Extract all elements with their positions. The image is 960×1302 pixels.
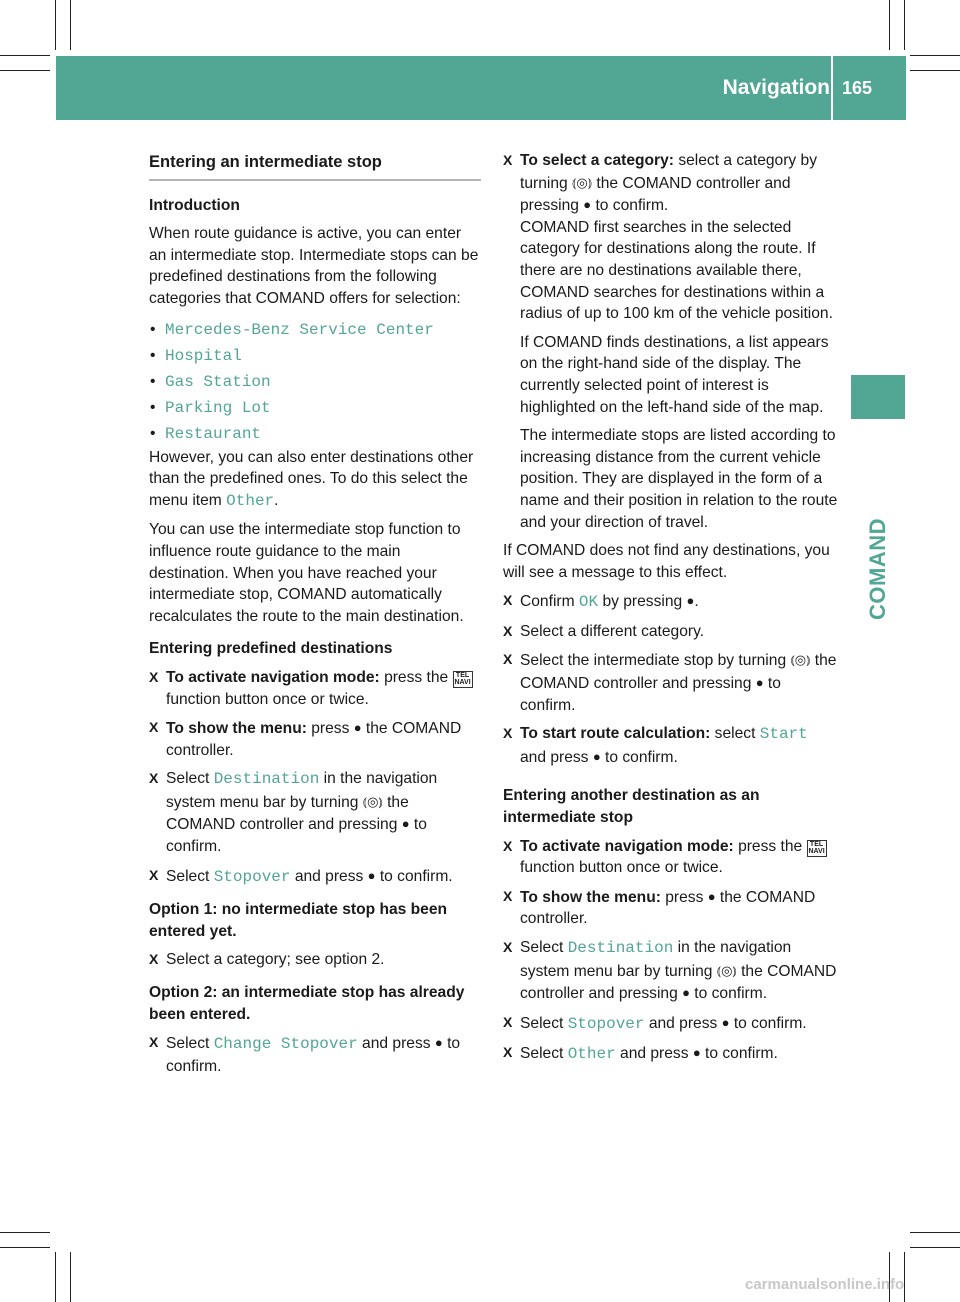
press-icon: ● [686, 593, 695, 609]
step-note: If COMAND finds destinations, a list appears on the right-hand side of the display. The currently selected point of interest is highlighted on the left-hand side of the map. [520, 333, 829, 416]
menu-item-text: Other [226, 491, 275, 510]
menu-item-text: OK [578, 593, 599, 612]
press-icon: ● [592, 748, 601, 764]
option2-heading: Option 2: an intermediate stop has already been entered. [149, 984, 465, 1023]
step-item: X To show the menu: press ● the COMAND controller. [149, 719, 462, 759]
list-item [149, 395, 481, 421]
step-note: COMAND first searches in the selected category for destinations along the route. If there are no destinations available there, COMAND searches for destinations within a radius of up to 100 km of the vehicle position. [520, 218, 833, 323]
arrow-icon: X [503, 1044, 513, 1061]
list-item [149, 421, 481, 447]
predef-heading: Entering predefined destinations [149, 640, 393, 658]
step-item: X To activate navigation mode: press the TEL NAVI function button once or twice. [503, 837, 825, 877]
arrow-icon: X [503, 837, 513, 854]
crop-mark [55, 1252, 56, 1302]
arrow-icon: X [503, 725, 513, 742]
intro-text: When route guidance is active, you can enter an intermediate stop. Intermediate stops can be predefined destinations from the following categories that COMAND offers for selection: [149, 225, 479, 307]
press-icon: ● [367, 867, 376, 883]
menu-item-text: Change Stopover [213, 1035, 358, 1054]
crop-mark [910, 1247, 960, 1248]
header-divider [831, 56, 833, 120]
step-item: X Select a different category. [503, 621, 838, 643]
step-item: X To activate navigation mode: press the TEL NAVI function button once or twice. [149, 668, 471, 708]
crop-mark [70, 0, 71, 50]
notfound-paragraph: If COMAND does not find any destinations, you will see a message to this effect. [503, 542, 830, 581]
arrow-icon: X [149, 1034, 159, 1051]
menu-item-text: Gas Station [165, 372, 271, 391]
bullet-icon: • [150, 372, 156, 390]
left-column [149, 150, 481, 1077]
press-icon: ● [721, 1014, 730, 1030]
side-tab-marker [851, 375, 905, 419]
arrow-icon: X [149, 719, 159, 736]
arrow-icon: X [503, 651, 513, 668]
press-icon: ● [353, 720, 362, 736]
category-list [149, 317, 481, 447]
menu-item-text: Stopover [567, 1014, 645, 1033]
section-title: Entering an intermediate stop [149, 152, 481, 181]
bullet-icon: • [150, 346, 156, 364]
crop-mark [0, 70, 50, 71]
menu-item-text: Start [759, 725, 808, 744]
side-tab-label: COMAND [865, 518, 890, 620]
option1-heading: Option 1: no intermediate stop has been entered yet. [149, 901, 448, 940]
crop-mark [0, 1247, 50, 1248]
another-heading: Entering another destination as an intermediate stop [503, 787, 760, 827]
menu-item-text: Stopover [213, 867, 291, 886]
header-title: Navigation [722, 76, 830, 99]
arrow-icon: X [149, 770, 159, 787]
tel-navi-icon: TEL NAVI [808, 840, 825, 855]
intro-heading: Introduction [149, 196, 240, 214]
crop-mark [55, 0, 56, 50]
press-icon: ● [692, 1045, 701, 1061]
step-note: The intermediate stops are listed according to increasing distance from the current vehicle position. They are displayed in the form of a name and their position in relation to the route and your direction of travel. [520, 427, 838, 531]
crop-mark [910, 70, 960, 71]
menu-item-text: Parking Lot [165, 398, 271, 417]
press-icon: ● [682, 985, 690, 1001]
arrow-icon: X [503, 939, 513, 955]
step-item: X Select a category; see option 2. [149, 949, 481, 971]
controller-turn-icon: ⦅◎⦆ [572, 174, 593, 190]
arrow-icon: X [503, 592, 513, 609]
crop-mark [910, 1232, 960, 1233]
crop-mark [904, 0, 905, 50]
controller-turn-icon: ⦅◎⦆ [790, 652, 811, 668]
side-tab [851, 430, 905, 620]
step-item: X Select Change Stopover and press ● to confirm. [149, 1034, 461, 1075]
arrow-icon: X [503, 887, 513, 904]
controller-turn-icon: ⦅◎⦆ [362, 793, 383, 809]
press-icon: ● [755, 675, 764, 691]
crop-mark [910, 55, 960, 56]
step-item: X To show the menu: press ● the COMAND controller. [503, 887, 816, 928]
list-item [149, 343, 481, 369]
crop-mark [0, 55, 50, 56]
step-item: X To select a category: select a category by turning ⦅◎⦆ the COMAND controller and pressing ● to confirm. [503, 152, 818, 215]
press-icon: ● [434, 1035, 443, 1051]
bullet-icon: • [150, 424, 156, 442]
right-column [503, 150, 838, 1066]
other-paragraph: However, you can also enter destinations other than the predefined ones. To do this select the menu item Other. [149, 448, 474, 510]
arrow-icon: X [503, 1013, 513, 1030]
crop-mark [889, 0, 890, 50]
arrow-icon: X [149, 951, 159, 968]
watermark: carmanualsonline.info [745, 1276, 905, 1293]
list-item [149, 317, 481, 343]
press-icon: ● [583, 197, 592, 213]
arrow-icon: X [503, 622, 513, 639]
step-item: X To start route calculation: select Start and press ● to confirm. [503, 725, 808, 766]
menu-item-text: Hospital [165, 346, 242, 365]
arrow-icon: X [149, 866, 159, 883]
step-item: X Select Other and press ● to confirm. [503, 1044, 778, 1064]
press-icon: ● [707, 888, 716, 904]
menu-item-text: Mercedes-Benz Service Center [165, 320, 434, 339]
influence-paragraph: You can use the intermediate stop function to influence route guidance to the main destination. When you have reached your intermediate stop, COMAND automatically recalculates the route to the main destination. [149, 521, 464, 625]
tel-navi-icon: TEL NAVI [454, 671, 471, 686]
step-item: X Select Destination in the navigation system menu bar by turning ⦅◎⦆ the COMAND controller and pressing ● to confirm. [503, 939, 837, 1003]
crop-mark [0, 1232, 50, 1233]
menu-item-text: Destination [213, 770, 320, 789]
step-item: X Select the intermediate stop by turning ⦅◎⦆ the COMAND controller and pressing ● to confirm. [503, 651, 837, 714]
bullet-icon: • [150, 398, 156, 416]
step-item: X Select Destination in the navigation system menu bar by turning ⦅◎⦆ the COMAND controller and pressing ● to confirm. [149, 770, 438, 856]
list-item [149, 369, 481, 395]
arrow-icon: X [149, 668, 159, 685]
menu-item-text: Restaurant [165, 424, 262, 443]
page-number: 165 [842, 77, 873, 98]
press-icon: ● [401, 816, 410, 832]
bullet-icon: • [150, 320, 156, 338]
step-item: X Select Stopover and press ● to confirm. [149, 866, 453, 886]
step-item: X Confirm OK by pressing ●. [503, 592, 699, 612]
menu-item-text: Other [567, 1045, 616, 1064]
step-item: X Select Stopover and press ● to confirm. [503, 1013, 807, 1033]
controller-turn-icon: ⦅◎⦆ [716, 962, 737, 978]
crop-mark [70, 1252, 71, 1302]
menu-item-text: Destination [567, 939, 674, 957]
arrow-icon: X [503, 152, 513, 168]
